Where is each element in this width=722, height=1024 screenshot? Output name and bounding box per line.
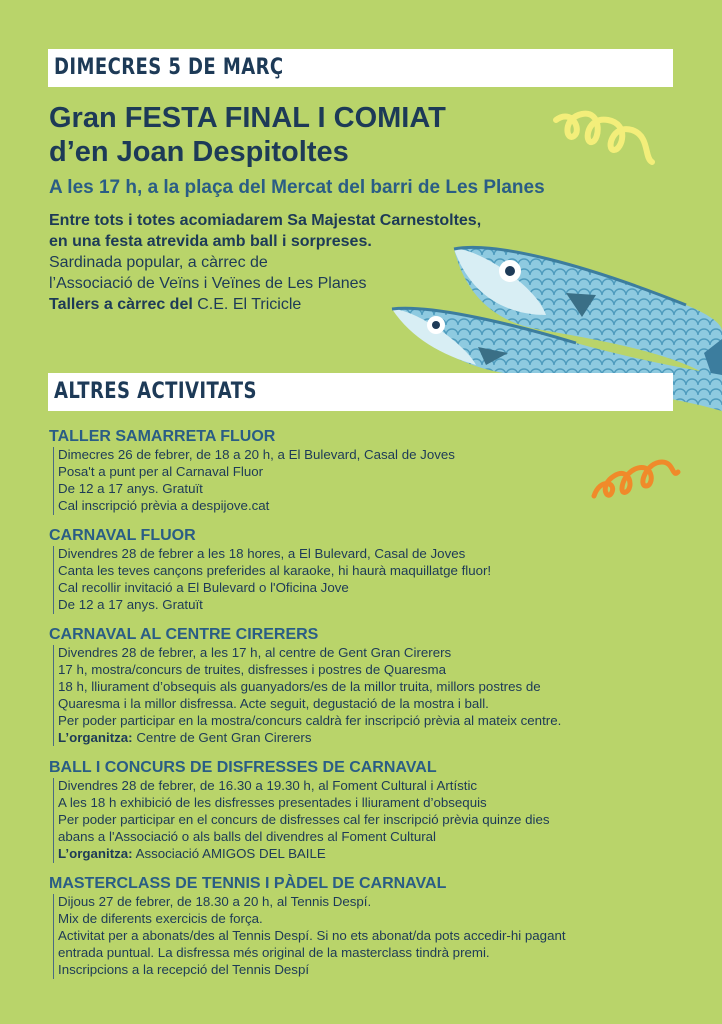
activity-title: TALLER SAMARRETA FLUOR [49,428,276,445]
activity-line: 18 h, lliurament d’obsequis als guanyadors/es de la millor truita, millors postres de [58,678,541,694]
main-event-desc-line: l’Associació de Veïns i Veïnes de Les Planes [49,275,367,292]
activity-line: Mix de diferents exercicis de força. [58,910,263,926]
activity-title: MASTERCLASS DE TENNIS I PÀDEL DE CARNAVAL [49,875,447,892]
activity-line: A les 18 h exhibició de les disfresses presentades i lliurament d’obsequis [58,794,487,810]
date-label: DIMECRES 5 DE MARÇ [54,55,284,80]
activity-line: Dijous 27 de febrer, de 18.30 a 20 h, al Tennis Despí. [58,894,372,909]
organizer-value: Associació AMIGOS DEL BAILE [135,845,326,861]
activity-masterclass-tennis [49,874,689,979]
main-event-desc-line: Sardinada popular, a càrrec de [49,254,268,271]
activity-line: Per poder participar en el concurs de disfresses cal fer inscripció prèvia quinze dies [58,811,550,827]
activity-ball-concurs [49,758,689,863]
activity-details [53,894,689,979]
activity-line: Activitat per a abonats/des al Tennis Despí. Si no ets abonat/da pots accedir-hi pagant [58,927,566,943]
activity-line: Divendres 28 de febrer, a les 17 h, al centre de Gent Gran Cirerers [58,645,452,660]
activity-line: abans a l'Associació o als balls del divendres al Foment Cultural [58,828,437,844]
activity-details [53,645,689,746]
main-event-title-line1: Gran FESTA FINAL I COMIAT [49,102,446,134]
activity-line: Cal inscripció prèvia a despijove.cat [58,497,270,513]
activity-line: Divendres 28 de febrer, de 16.30 a 19.30 h, al Foment Cultural i Artístic [58,778,478,793]
main-event-title-line2: d’en Joan Despitoltes [49,136,349,168]
activity-details [53,447,689,515]
activity-title: CARNAVAL AL CENTRE CIRERERS [49,626,319,643]
organizer-label: L’organitza: [58,845,133,861]
workshops-value: C.E. El Tricicle [197,296,302,313]
main-event-desc-line: en una festa atrevida amb ball i sorpreses. [49,233,372,250]
activity-line: De 12 a 17 anys. Gratuït [58,480,203,496]
yellow-streamer-icon [552,100,662,170]
activity-line: Dimecres 26 de febrer, de 18 a 20 h, a El Bulevard, Casal de Joves [58,447,455,462]
activity-line: De 12 a 17 anys. Gratuït [58,596,203,612]
section-banner [48,373,673,411]
activity-line: Posa't a punt per al Carnaval Fluor [58,463,264,479]
activity-line: Divendres 28 de febrer a les 18 hores, a El Bulevard, Casal de Joves [58,546,466,561]
activity-line: Canta les teves cançons preferides al karaoke, hi haurà maquillatge fluor! [58,562,492,578]
activity-organizer [58,730,689,747]
activity-details [53,546,689,614]
main-event-title [49,101,446,169]
activity-details [53,778,689,863]
activity-line: Per poder participar en la mostra/concurs caldrà fer inscripció prèvia al mateix centre. [58,712,562,728]
activity-taller-samarreta [49,427,689,515]
activity-organizer [58,846,689,863]
organizer-value: Centre de Gent Gran Cirerers [136,729,312,745]
section-title: ALTRES ACTIVITATS [54,379,257,404]
main-event-description [49,210,481,315]
activity-line: entrada puntual. La disfressa més original de la masterclass tindrà premi. [58,944,490,960]
activity-line: Inscripcions a la recepció del Tennis Despí [58,961,310,977]
main-event-desc-line: Entre tots i totes acomiadarem Sa Majestat Carnestoltes, [49,212,482,229]
activity-title: CARNAVAL FLUOR [49,527,196,544]
date-banner [48,49,673,87]
workshops-label: Tallers a càrrec del [49,296,193,313]
activity-line: Quaresma i la millor disfressa. Acte seguit, degustació de la mostra i ball. [58,695,489,711]
main-event-workshops [49,294,481,315]
activity-line: Cal recollir invitació a El Bulevard o l'Oficina Jove [58,579,349,595]
activity-title: BALL I CONCURS DE DISFRESSES DE CARNAVAL [49,759,437,776]
activity-centre-cirerers [49,625,689,746]
activity-line: 17 h, mostra/concurs de truites, disfresses i postres de Quaresma [58,661,446,677]
activity-carnaval-fluor [49,526,689,614]
main-event-time-place: A les 17 h, a la plaça del Mercat del barri de Les Planes [49,177,545,198]
organizer-label: L’organitza: [58,729,133,745]
